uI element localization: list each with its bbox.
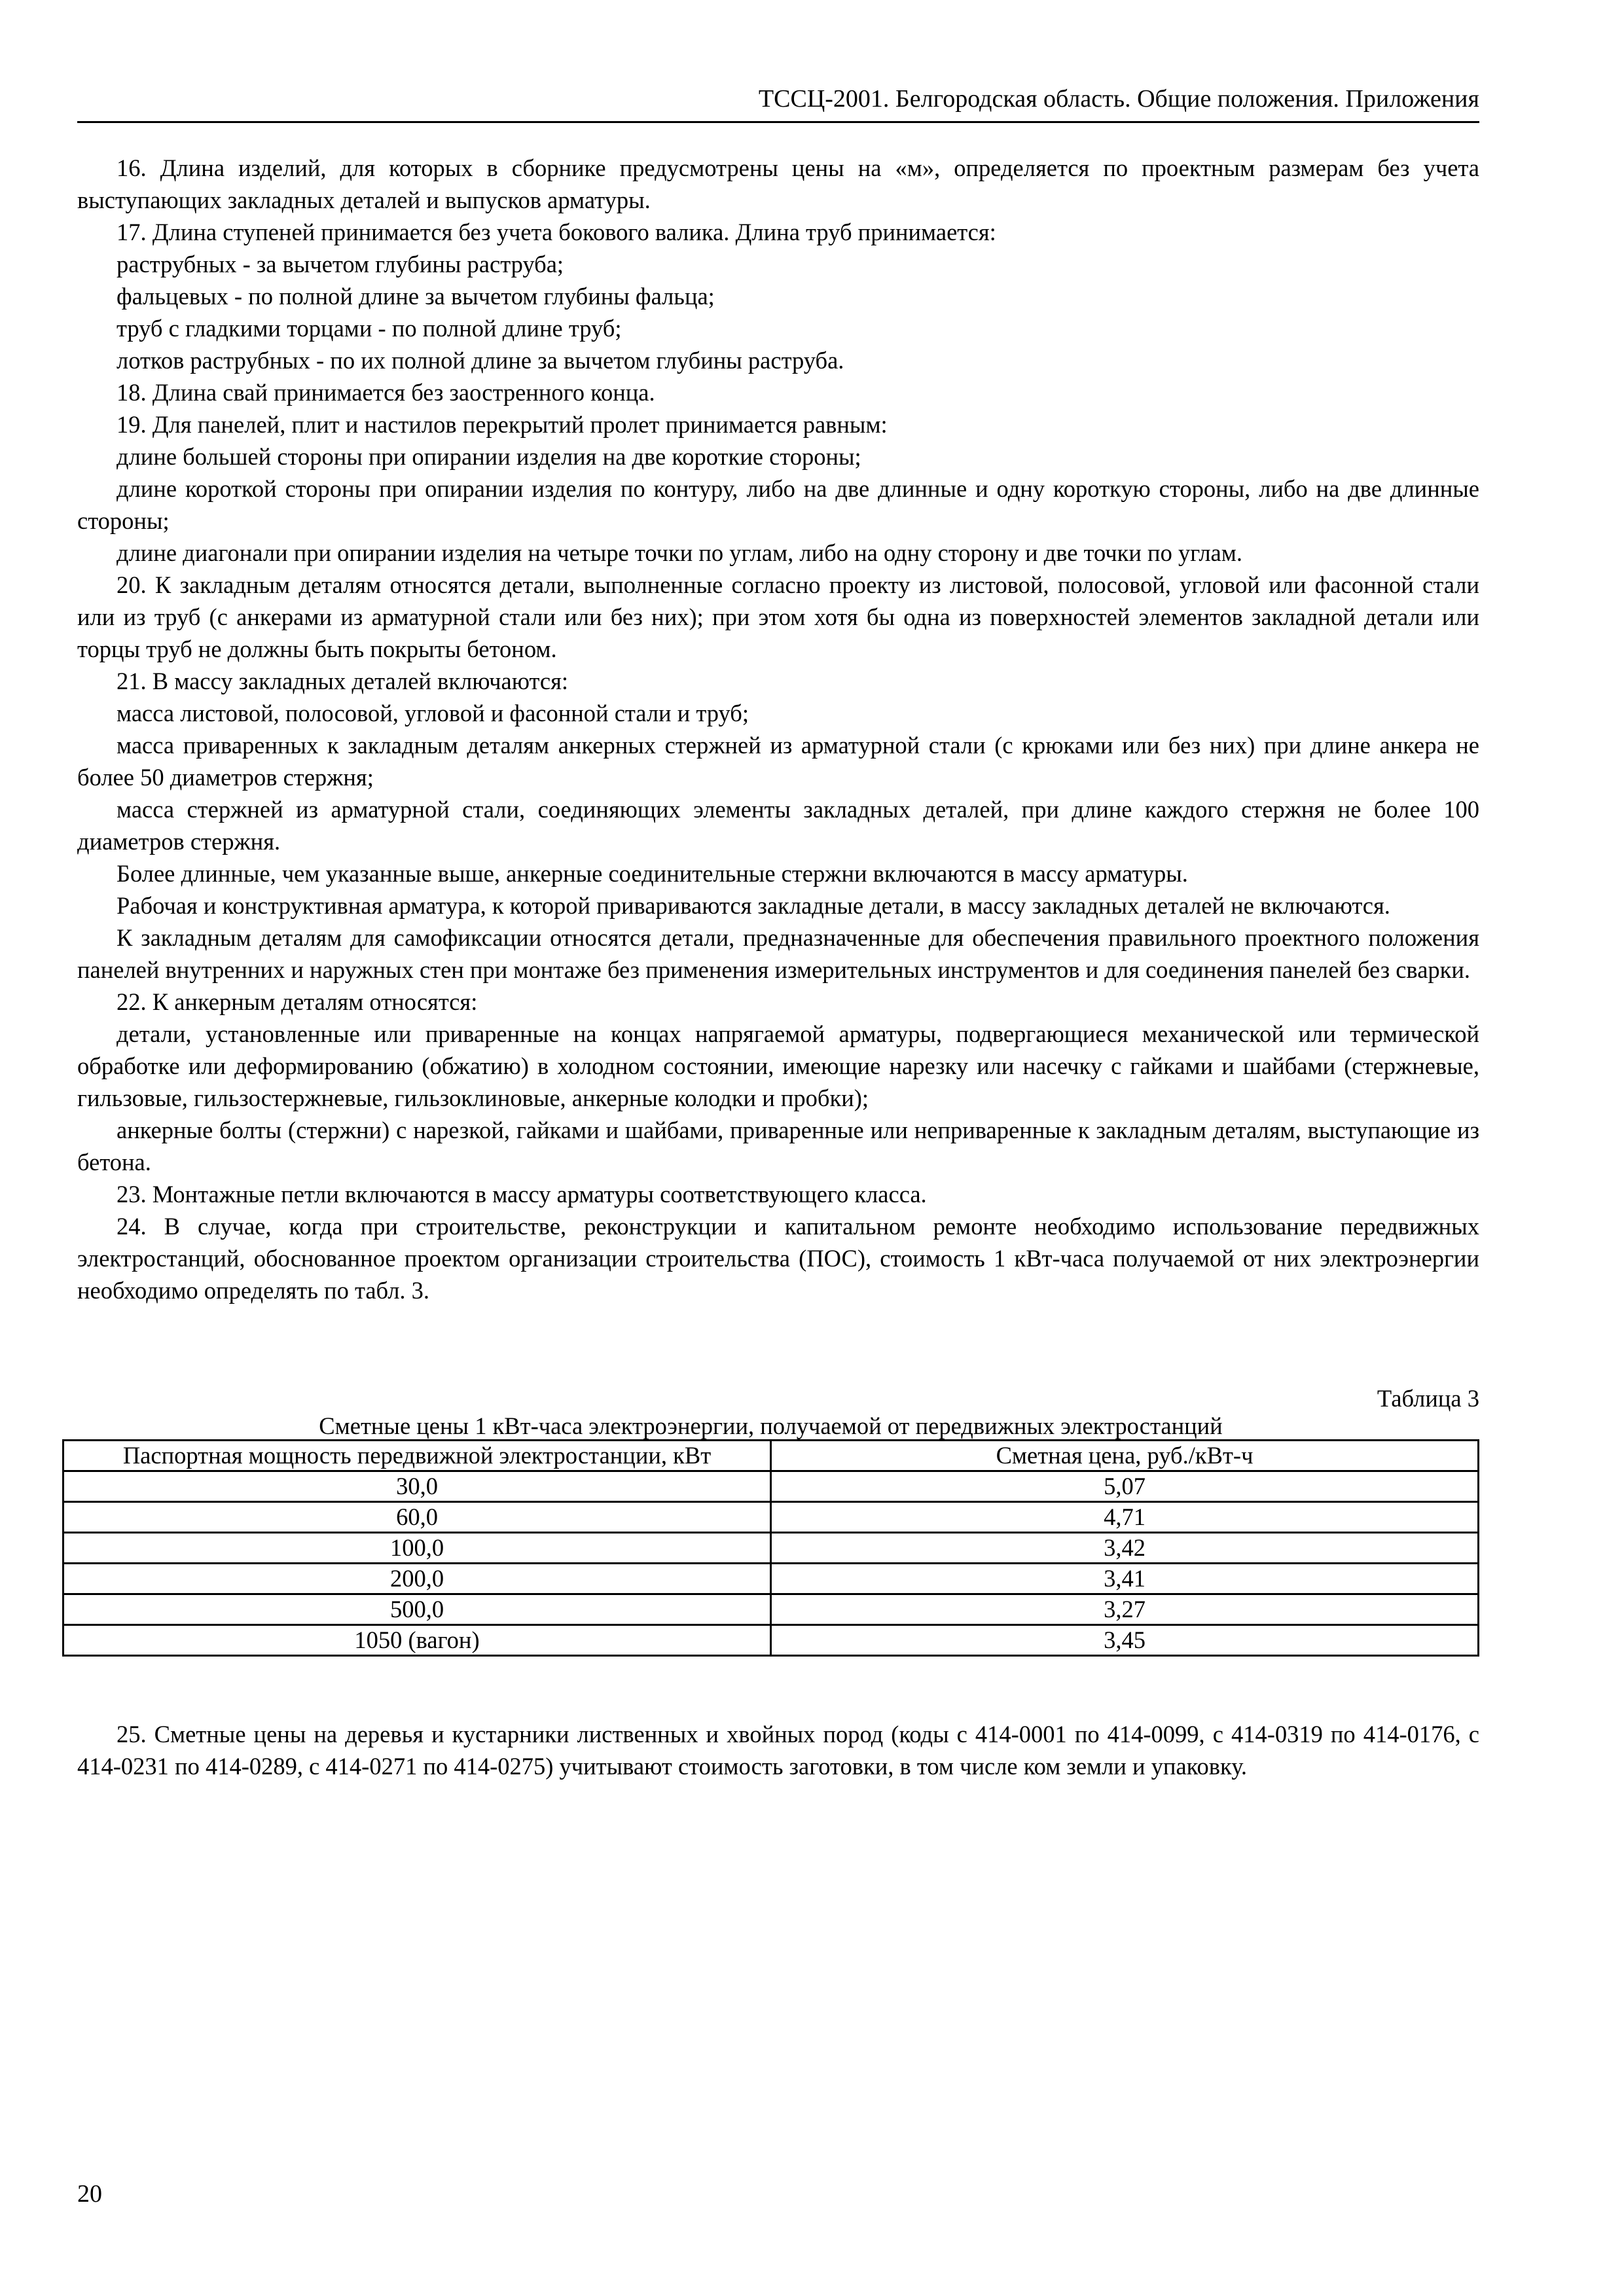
table-row (63, 1625, 1479, 1656)
price-cell: 4,71 (771, 1502, 1479, 1533)
paragraph: 16. Длина изделий, для которых в сборнике предусмотрены цены на «м», определяется по проектным размерам без учета выступающих закладных деталей и выпусков арматуры. (77, 154, 1479, 213)
paragraph: 17. Длина ступеней принимается без учета бокового валика. Длина труб принимается: (117, 219, 996, 245)
paragraph: 21. В массу закладных деталей включаются: (117, 668, 569, 694)
power-cell: 30,0 (63, 1471, 771, 1502)
paragraph: фальцевых - по полной длине за вычетом глубины фальца; (117, 283, 715, 310)
paragraph: 25. Сметные цены на деревья и кустарники лиственных и хвойных пород (коды с 414-0001 по 414-0099, с 414-0319 по 414-0176, с 414-0231 по 414-0289, с 414-0271 по 414-0275) учитывают стоимость заготовки, в том числе ком земли и упаковку. (77, 1721, 1479, 1780)
paragraph: раструбных - за вычетом глубины раструба; (117, 251, 564, 278)
paragraph: Рабочая и конструктивная арматура, к которой привариваются закладные детали, в массу закладных деталей не включаются. (117, 892, 1390, 919)
paragraph: К закладным деталям для самофиксации относятся детали, предназначенные для обеспечения правильного проектного положения панелей внутренних и наружных стен при монтаже без применения измерительных инструментов и для соединения панелей без сварки. (77, 924, 1479, 983)
table-header-row (63, 1441, 1479, 1471)
paragraph: масса листовой, полосовой, угловой и фасонной стали и труб; (117, 700, 749, 726)
paragraph: 23. Монтажные петли включаются в массу арматуры соответствующего класса. (117, 1181, 927, 1208)
paragraph: труб с гладкими торцами - по полной длине труб; (117, 315, 622, 342)
paragraph: 24. В случае, когда при строительстве, реконструкции и капитальном ремонте необходимо использование передвижных электростанций, обоснованное проектом организации строительства (ПОС), стоимость 1 кВт-часа получаемой от них электроэнергии необходимо определять по табл. 3. (77, 1213, 1479, 1304)
paragraph: лотков раструбных - по их полной длине за вычетом глубины раструба. (117, 347, 844, 374)
header-title: ТССЦ-2001. Белгородская область. Общие положения. Приложения (758, 85, 1479, 113)
price-table-block (62, 1384, 1479, 1657)
table-caption: Сметные цены 1 кВт-часа электроэнергии, получаемой от передвижных электростанций (319, 1412, 1223, 1439)
paragraph: 22. К анкерным деталям относятся: (117, 988, 478, 1015)
price-cell: 3,41 (771, 1564, 1479, 1594)
table-row (63, 1594, 1479, 1625)
paragraph: 19. Для панелей, плит и настилов перекрытий пролет принимается равным: (117, 411, 888, 438)
price-cell: 5,07 (771, 1471, 1479, 1502)
price-cell: 3,42 (771, 1533, 1479, 1564)
paragraph: длине диагонали при опирании изделия на четыре точки по углам, либо на одну сторону и две точки по углам. (117, 539, 1242, 566)
paragraph: масса стержней из арматурной стали, соединяющих элементы закладных деталей, при длине каждого стержня не более 100 диаметров стержня. (77, 796, 1479, 855)
power-cell: 60,0 (63, 1502, 771, 1533)
paragraph: 20. К закладным деталям относятся детали, выполненные согласно проекту из листовой, полосовой, угловой или фасонной стали или из труб (с анкерами из арматурной стали или без них); при этом хотя бы одна из поверхностей элементов закладной детали или торцы труб не должны быть покрыты бетоном. (77, 571, 1479, 662)
paragraph: детали, установленные или приваренные на концах напрягаемой арматуры, подвергающиеся механической или термической обработке или деформированию (обжатию) в холодном состоянии, имеющие нарезку или насечку с гайками и шайбами (стержневые, гильзовые, гильзостержневые, гильзоклиновые, анкерные колодки и пробки); (77, 1020, 1479, 1111)
after-table-text (77, 1718, 1479, 1782)
paragraph: 18. Длина свай принимается без заостренного конца. (117, 379, 655, 406)
power-cell: 200,0 (63, 1564, 771, 1594)
power-cell: 500,0 (63, 1594, 771, 1625)
table-row (63, 1502, 1479, 1533)
power-cell: 100,0 (63, 1533, 771, 1564)
page-header (77, 82, 1479, 123)
paragraph: масса приваренных к закладным деталям анкерных стержней из арматурной стали (с крюками или без них) при длине анкера не более 50 диаметров стержня; (77, 732, 1479, 791)
page-number: 20 (77, 2180, 102, 2208)
body-text (77, 152, 1479, 1306)
power-cell: 1050 (вагон) (63, 1625, 771, 1656)
paragraph: анкерные болты (стержни) с нарезкой, гайками и шайбами, приваренные или неприваренные к закладным деталям, выступающие из бетона. (77, 1117, 1479, 1175)
paragraph: длине большей стороны при опирании изделия на две короткие стороны; (117, 443, 861, 470)
column-header-power: Паспортная мощность передвижной электростанции, кВт (63, 1441, 771, 1471)
table-row (63, 1471, 1479, 1502)
price-cell: 3,27 (771, 1594, 1479, 1625)
paragraph: длине короткой стороны при опирании изделия по контуру, либо на две длинные и одну короткую стороны, либо на две длинные стороны; (77, 475, 1479, 534)
price-table (62, 1439, 1479, 1657)
table-row (63, 1533, 1479, 1564)
price-cell: 3,45 (771, 1625, 1479, 1656)
paragraph: Более длинные, чем указанные выше, анкерные соединительные стержни включаются в массу арматуры. (117, 860, 1188, 887)
table-label: Таблица 3 (1377, 1385, 1479, 1412)
column-header-price: Сметная цена, руб./кВт-ч (771, 1441, 1479, 1471)
table-row (63, 1564, 1479, 1594)
